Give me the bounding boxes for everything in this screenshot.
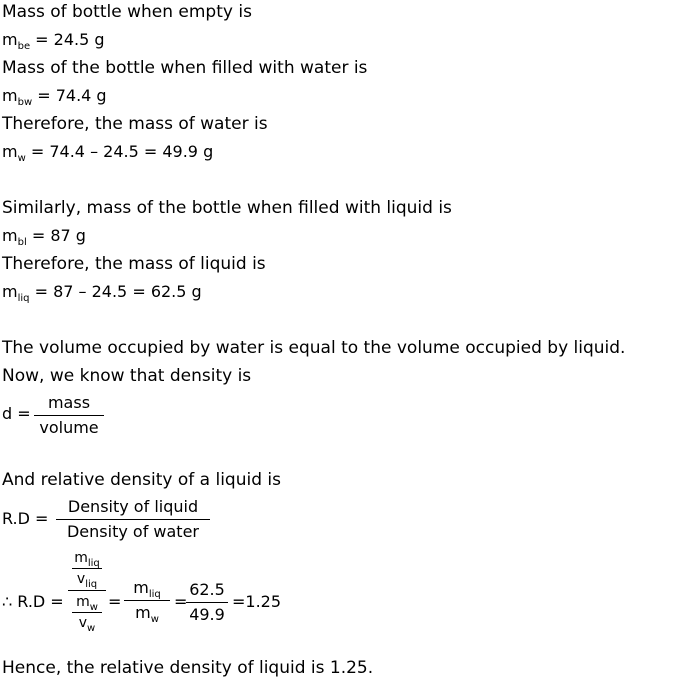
var-m: m	[2, 226, 18, 245]
var-m: m	[2, 282, 18, 301]
text-mass-empty: Mass of bottle when empty is	[2, 2, 252, 22]
text-similarly-liquid: Similarly, mass of the bottle when filled with liquid is	[2, 198, 452, 218]
equals-sign: =	[174, 592, 188, 611]
eq-m-liq	[2, 282, 202, 302]
inner-top-den	[68, 571, 106, 590]
var-m: m	[2, 86, 18, 105]
text-therefore-water: Therefore, the mass of water is	[2, 114, 268, 134]
sub-w: w	[150, 614, 159, 625]
density-lhs: d =	[2, 404, 31, 423]
sub-be: be	[17, 41, 31, 52]
var-m: m	[74, 550, 88, 566]
equals-sign: =	[108, 592, 122, 611]
eq-m-bl	[2, 226, 86, 246]
var-m: m	[133, 578, 149, 597]
text-relative-density-is: And relative density of a liquid is	[2, 470, 281, 490]
density-fraction	[34, 393, 104, 438]
eq-m-bw-value: = 74.4 g	[32, 86, 107, 105]
sub-bw: bw	[17, 97, 33, 108]
sub-liq: liq	[85, 579, 98, 590]
text-volume-equal: The volume occupied by water is equal to the volume occupied by liquid.	[2, 338, 626, 358]
fraction-bar	[124, 600, 170, 601]
text-therefore-liquid: Therefore, the mass of liquid is	[2, 254, 266, 274]
sub-liq: liq	[87, 558, 100, 569]
eq-m-w	[2, 142, 213, 162]
text-mass-filled-water: Mass of the bottle when filled with water is	[2, 58, 368, 78]
density-numerator: mass	[47, 393, 91, 412]
fraction-bar	[186, 602, 228, 603]
mw	[124, 603, 170, 623]
rdcalc-lhs: ∴ R.D =	[2, 592, 64, 611]
var-m: m	[76, 594, 90, 610]
sub-w: w	[87, 623, 96, 634]
sub-bl: bl	[17, 237, 27, 248]
eq-m-w-value: = 74.4 – 24.5 = 49.9 g	[25, 142, 214, 161]
value-denominator: 49.9	[189, 605, 225, 624]
rd-denominator: Density of water	[66, 522, 199, 541]
eq-m-bl-value: = 87 g	[26, 226, 86, 245]
var-m: m	[2, 142, 18, 161]
mliq-over-mw	[124, 578, 170, 623]
value-fraction	[186, 580, 228, 625]
sub-liq: liq	[148, 589, 161, 600]
var-m: m	[135, 603, 151, 622]
rd-numerator: Density of liquid	[67, 497, 199, 516]
text-density-is: Now, we know that density is	[2, 366, 252, 386]
sub-liq: liq	[17, 293, 30, 304]
eq-m-liq-value: = 87 – 24.5 = 62.5 g	[29, 282, 202, 301]
text-conclusion: Hence, the relative density of liquid is 1.25.	[2, 658, 374, 678]
compound-fraction	[68, 550, 106, 634]
sub-w: w	[17, 153, 26, 164]
eq-m-be-value: = 24.5 g	[30, 30, 105, 49]
eq-m-bw	[2, 86, 107, 106]
fraction-bar	[56, 519, 210, 520]
sub-w: w	[89, 602, 98, 613]
var-v: v	[78, 615, 88, 631]
inner-top-num	[68, 550, 106, 569]
inner-bottom-den	[68, 615, 106, 634]
var-v: v	[76, 571, 86, 587]
value-numerator: 62.5	[189, 580, 225, 599]
var-m: m	[2, 30, 18, 49]
rd-result: =1.25	[232, 592, 282, 611]
fraction-bar	[34, 415, 104, 416]
eq-m-be	[2, 30, 105, 50]
rd-fraction	[56, 497, 210, 542]
fraction-bar-main	[68, 590, 106, 591]
density-denominator: volume	[39, 418, 99, 437]
mliq	[124, 578, 170, 598]
rd-lhs: R.D =	[2, 509, 49, 528]
inner-bottom-num	[68, 594, 106, 613]
